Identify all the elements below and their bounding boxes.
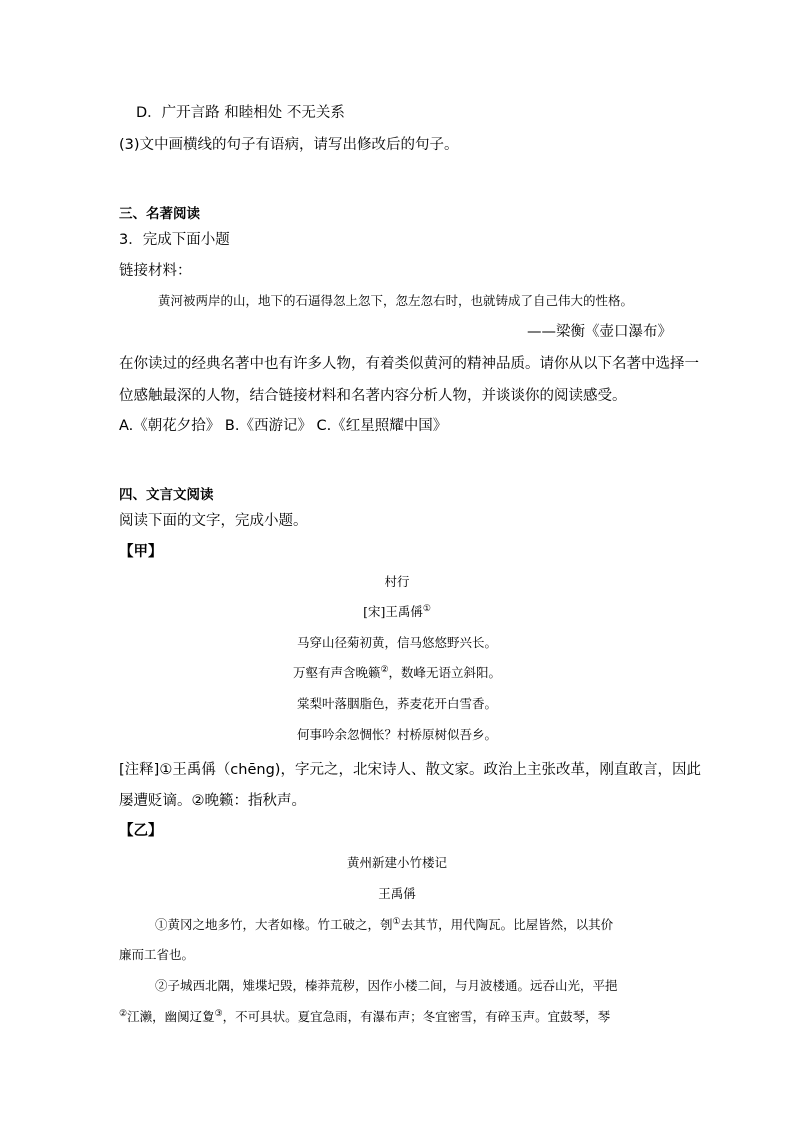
sub-question-3: (3)文中画横线的句子有语病，请写出修改后的句子。 — [119, 137, 459, 153]
poem-line-3: 棠梨叶落胭脂色，荞麦花开白雪香。 — [296, 696, 497, 711]
poem-title: 村行 — [384, 574, 410, 589]
prose-p1-line-2: 廉而工省也。 — [119, 947, 195, 962]
yi-label: 【乙】 — [119, 823, 163, 839]
prose-p2-line-2: ②江濑，幽阒辽夐③，不可具状。夏宜急雨，有瀑布声；冬宜密雪，有碎玉声。宜鼓琴，琴 — [119, 1008, 611, 1024]
link-material-label: 链接材料： — [119, 263, 192, 279]
poem-line-2: 万壑有声含晚籁②，数峰无语立斜阳。 — [292, 664, 502, 680]
prose-title: 黄州新建小竹楼记 — [346, 855, 447, 870]
poem-line-1: 马穿山径菊初黄，信马悠悠野兴长。 — [296, 635, 497, 650]
reading-instruction: 阅读下面的文字，完成小题。 — [119, 513, 308, 529]
poem-author: [宋]王禹偁① — [363, 603, 431, 619]
prose-author: 王禹偁 — [378, 886, 416, 901]
prose-p2-line-1: ②子城西北隅，雉堞圮毁，榛莽荒秽，因作小楼二间，与月波楼通。远吞山光，平挹 — [155, 978, 618, 993]
quote-source: ——梁衡《壶口瀑布》 — [527, 324, 672, 340]
notes-line-2: 屡遭贬谪。②晚籁：指秋声。 — [119, 793, 306, 809]
prompt-line-2: 位感触最深的人物，结合链接材料和名著内容分析人物，并谈谈你的阅读感受。 — [119, 388, 627, 404]
notes-line-1: [注释]①王禹偁（chēng)，字元之，北宋诗人、散文家。政治上主张改革，刚直敢言，因此 — [119, 762, 701, 778]
prompt-line-1: 在你读过的经典名著中也有许多人物，有着类似黄河的精神品质。请你从以下名著中选择一 — [119, 356, 699, 372]
prose-p1-line-1: ①黄冈之地多竹，大者如椽。竹工破之，刳①去其节，用代陶瓦。比屋皆然，以其价 — [155, 916, 614, 932]
option-d: D．广开言路 和睦相处 不无关系 — [136, 105, 345, 121]
section-heading-4: 四、文言文阅读 — [119, 487, 214, 503]
section-heading-3: 三、名著阅读 — [119, 206, 200, 222]
poem-line-4: 何事吟余忽惆怅？村桥原树似吾乡。 — [296, 727, 497, 742]
link-quote: 黄河被两岸的山，地下的石逼得忽上忽下，忽左忽右时，也就铸成了自己伟大的性格。 — [158, 293, 634, 308]
jia-label: 【甲】 — [119, 544, 163, 560]
book-options: A.《朝花夕拾》 B.《西游记》 C.《红星照耀中国》 — [119, 418, 448, 434]
question-3: 3．完成下面小题 — [119, 232, 230, 248]
